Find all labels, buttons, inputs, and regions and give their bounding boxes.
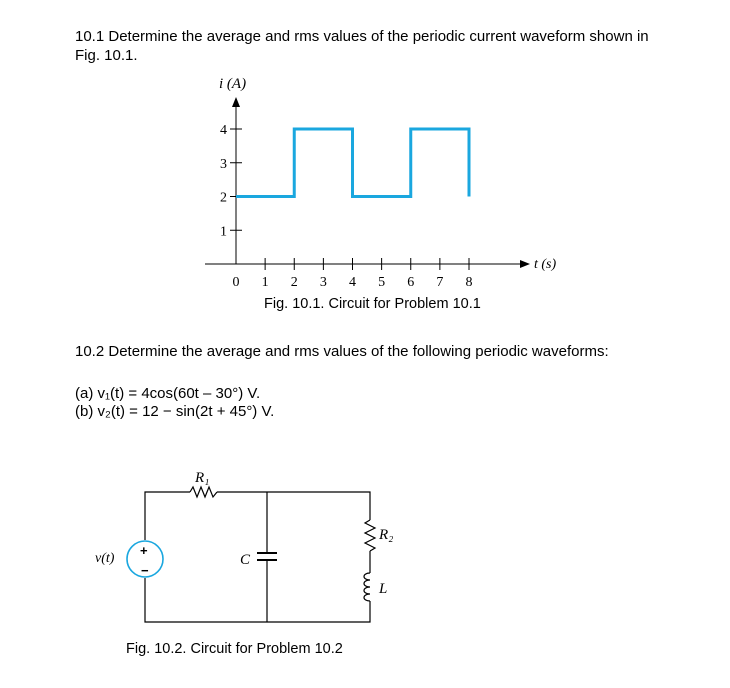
r1-label: R₁ <box>195 470 210 486</box>
problem-10-2-part-a: (a) v₁(t) = 4cos(60t – 30°) V. <box>75 385 261 402</box>
x-tick-label-4: 4 <box>349 275 356 290</box>
y-tick-label-4: 4 <box>220 123 227 138</box>
x-tick-label-2: 2 <box>290 275 298 290</box>
top-left-wire <box>145 492 190 540</box>
problem-10-1-line1: 10.1 Determine the average and rms values of the periodic current waveform shown in <box>75 28 649 45</box>
resistor-r1-zigzag <box>190 487 217 497</box>
l-to-bottom-wire <box>145 578 370 622</box>
r2-label: R₂ <box>379 527 394 543</box>
l-label: L <box>379 581 388 597</box>
x-axis-label: t (s) <box>534 257 557 272</box>
figure-10-2-caption: Fig. 10.2. Circuit for Problem 10.2 <box>126 641 343 657</box>
y-axis-label: i (A) <box>219 76 247 92</box>
y-tick-label-3: 3 <box>220 156 227 172</box>
source-label: v(t) <box>95 551 115 566</box>
source-minus-sign: − <box>141 563 149 578</box>
resistor-r2-zigzag <box>365 520 375 551</box>
x-tick-label-3: 3 <box>319 275 327 290</box>
problem-10-2-part-b: (b) v₂(t) = 12 − sin(2t + 45°) V. <box>75 403 275 420</box>
x-tick-label-5: 5 <box>378 275 386 290</box>
y-tick-label-1: 1 <box>220 224 227 240</box>
top-right-wire <box>217 492 370 520</box>
problem-10-1-line2: Fig. 10.1. <box>75 47 138 64</box>
x-tick-label-0: 0 <box>232 275 240 290</box>
x-tick-label-1: 1 <box>261 275 269 290</box>
y-tick-label-2: 2 <box>220 190 227 206</box>
source-plus-sign: + <box>140 543 148 558</box>
x-tick-label-6: 6 <box>407 275 415 290</box>
c-label: C <box>240 552 251 568</box>
x-tick-label-8: 8 <box>465 275 473 290</box>
x-tick-label-7: 7 <box>436 275 444 290</box>
figure-10-1-caption: Fig. 10.1. Circuit for Problem 10.1 <box>264 296 481 312</box>
inductor-l-coil <box>364 573 370 601</box>
problem-10-2-intro: 10.2 Determine the average and rms values of the following periodic waveforms: <box>75 343 609 360</box>
